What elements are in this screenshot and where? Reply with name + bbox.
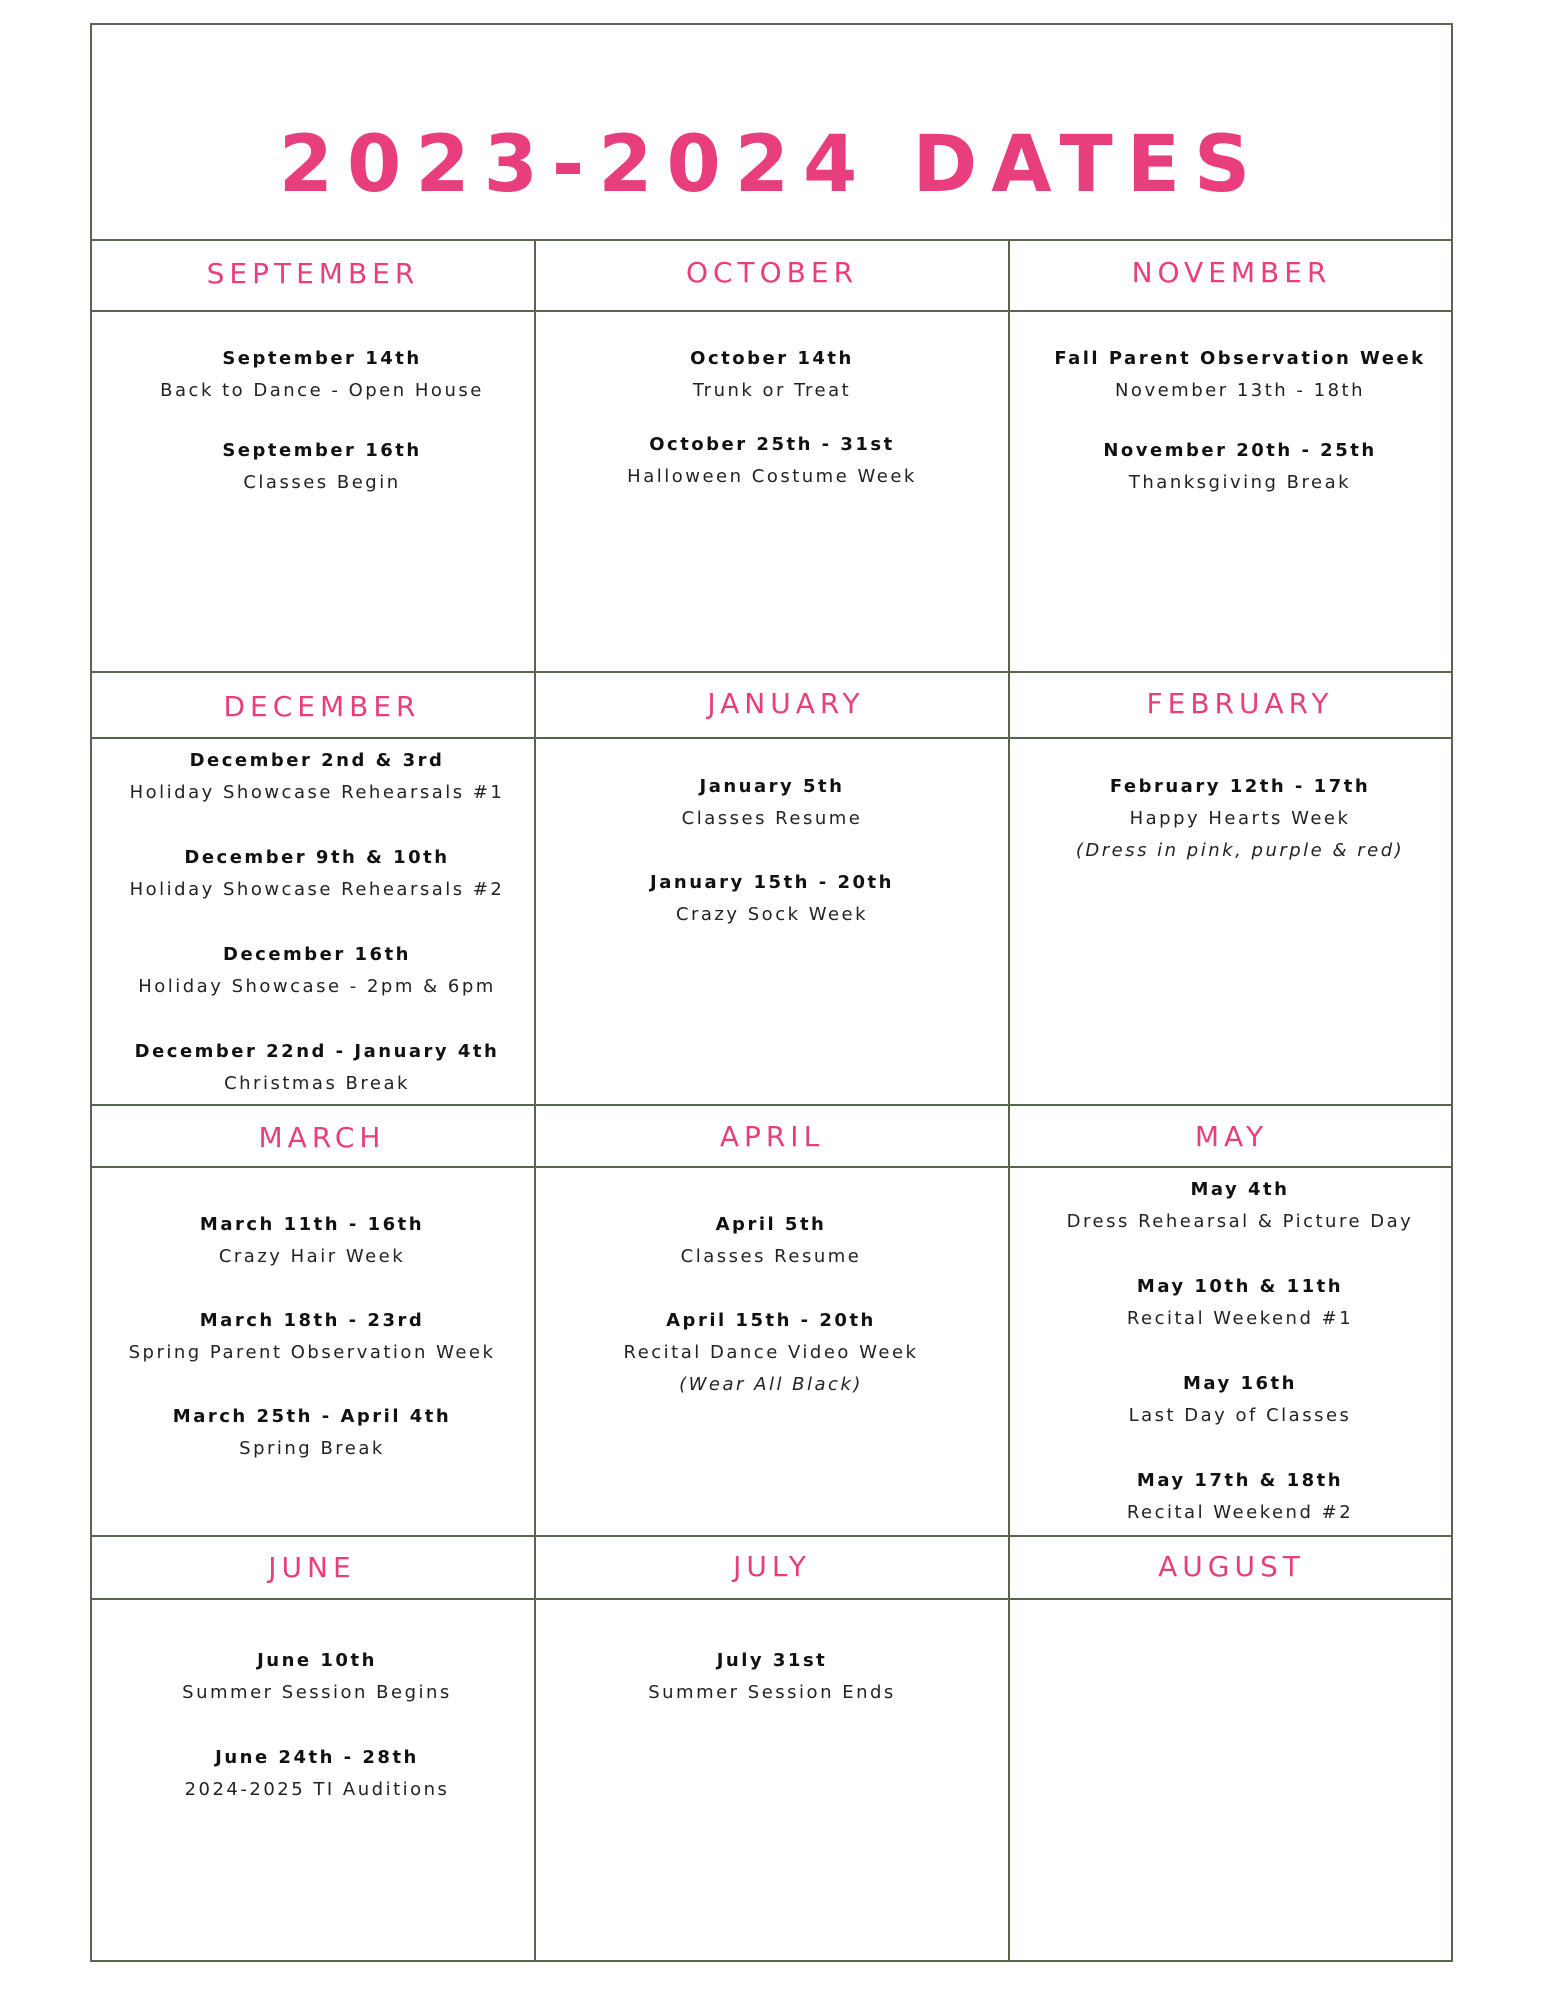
event-date: February 12th - 17th xyxy=(1109,776,1371,797)
event-desc: Holiday Showcase - 2pm & 6pm xyxy=(138,976,496,997)
divider xyxy=(92,671,1451,673)
month-header-june: JUNE xyxy=(268,1551,356,1584)
event-desc: Crazy Hair Week xyxy=(218,1246,406,1267)
event-item xyxy=(92,1742,542,1806)
event-date: May 4th xyxy=(1190,1179,1290,1200)
event-date: March 25th - April 4th xyxy=(172,1406,452,1427)
divider xyxy=(92,1598,1451,1600)
event-date: September 14th xyxy=(222,348,422,369)
event-date: June 10th xyxy=(257,1650,377,1671)
month-header-july: JULY xyxy=(733,1550,811,1583)
event-item xyxy=(1010,343,1470,407)
event-desc: Classes Resume xyxy=(681,808,863,829)
event-desc: Holiday Showcase Rehearsals #2 xyxy=(129,879,505,900)
event-desc: Spring Break xyxy=(239,1438,385,1459)
event-date: September 16th xyxy=(222,440,422,461)
divider xyxy=(92,1166,1451,1168)
month-header-march: MARCH xyxy=(258,1121,386,1154)
event-date: January 15th - 20th xyxy=(650,872,894,893)
month-events-june xyxy=(92,1645,542,1834)
event-item xyxy=(1010,435,1470,499)
event-date: January 5th xyxy=(699,776,845,797)
event-date: April 15th - 20th xyxy=(666,1310,876,1331)
event-date: October 14th xyxy=(690,348,854,369)
event-item xyxy=(92,435,552,499)
event-item xyxy=(1010,1271,1470,1335)
month-events-july xyxy=(536,1645,1008,1737)
event-desc: Happy Hearts Week xyxy=(1129,808,1351,829)
event-item xyxy=(92,1209,532,1273)
event-item xyxy=(92,745,542,809)
month-header-april: APRIL xyxy=(719,1120,825,1153)
month-header-december: DECEMBER xyxy=(223,690,421,723)
event-desc: 2024-2025 TI Auditions xyxy=(184,1779,450,1800)
event-date: December 16th xyxy=(223,944,411,965)
event-date: May 10th & 11th xyxy=(1136,1276,1344,1297)
month-header-may: MAY xyxy=(1194,1120,1269,1153)
month-events-october xyxy=(536,343,1008,521)
event-item xyxy=(536,771,1008,835)
event-item xyxy=(92,1305,532,1369)
month-events-march xyxy=(92,1209,532,1493)
event-desc: Summer Session Begins xyxy=(182,1682,452,1703)
event-desc: Trunk or Treat xyxy=(692,380,852,401)
event-item xyxy=(1010,771,1470,867)
event-desc: Dress Rehearsal & Picture Day xyxy=(1066,1211,1414,1232)
event-desc: November 13th - 18th xyxy=(1114,380,1366,401)
month-header-february: FEBRUARY xyxy=(1146,687,1334,720)
month-header-august: AUGUST xyxy=(1158,1550,1305,1583)
event-date: December 22nd - January 4th xyxy=(134,1041,500,1062)
event-desc: Christmas Break xyxy=(224,1073,410,1094)
event-desc: Recital Dance Video Week xyxy=(623,1342,919,1363)
event-date: June 24th - 28th xyxy=(215,1747,419,1768)
event-item xyxy=(1010,1465,1470,1529)
event-date: March 11th - 16th xyxy=(199,1214,425,1235)
event-desc: Last Day of Classes xyxy=(1128,1405,1352,1426)
event-desc: Halloween Costume Week xyxy=(627,466,917,487)
event-date: November 20th - 25th xyxy=(1103,440,1377,461)
month-events-november xyxy=(1010,343,1470,527)
event-date: July 31st xyxy=(716,1650,828,1671)
event-item xyxy=(92,343,552,407)
event-date: May 16th xyxy=(1183,1373,1297,1394)
divider xyxy=(92,737,1451,739)
event-desc: Back to Dance - Open House xyxy=(160,380,484,401)
event-item xyxy=(536,1209,1006,1273)
month-events-may xyxy=(1010,1174,1470,1557)
event-item xyxy=(536,1645,1008,1709)
event-desc: Summer Session Ends xyxy=(648,1682,896,1703)
month-header-september: SEPTEMBER xyxy=(206,257,420,290)
month-header-october: OCTOBER xyxy=(685,256,859,289)
event-desc: Thanksgiving Break xyxy=(1128,472,1352,493)
event-item xyxy=(536,429,1008,493)
event-item xyxy=(92,842,542,906)
event-date: October 25th - 31st xyxy=(649,434,895,455)
event-date: May 17th & 18th xyxy=(1136,1470,1344,1491)
event-item xyxy=(1010,1174,1470,1238)
event-date: March 18th - 23rd xyxy=(199,1310,425,1331)
event-note: (Dress in pink, purple & red) xyxy=(1075,840,1405,861)
month-events-february xyxy=(1010,771,1470,895)
event-item xyxy=(92,1036,542,1100)
event-date: April 5th xyxy=(715,1214,827,1235)
month-header-november: NOVEMBER xyxy=(1131,256,1332,289)
event-item xyxy=(1010,1368,1470,1432)
event-desc: Classes Begin xyxy=(243,472,401,493)
divider xyxy=(92,239,1451,241)
event-desc: Spring Parent Observation Week xyxy=(128,1342,496,1363)
month-events-january xyxy=(536,771,1008,959)
month-header-january: JANUARY xyxy=(707,687,865,720)
event-desc: Recital Weekend #1 xyxy=(1126,1308,1354,1329)
month-events-september xyxy=(92,343,552,527)
event-desc: Recital Weekend #2 xyxy=(1126,1502,1354,1523)
event-date: December 9th & 10th xyxy=(184,847,450,868)
event-desc: Crazy Sock Week xyxy=(675,904,869,925)
month-events-april xyxy=(536,1209,1006,1429)
event-date: December 2nd & 3rd xyxy=(189,750,445,771)
divider xyxy=(92,310,1451,312)
page-title: 2023-2024 DATES xyxy=(278,120,1265,210)
month-events-december xyxy=(92,745,542,1128)
event-desc: Holiday Showcase Rehearsals #1 xyxy=(129,782,505,803)
event-date: Fall Parent Observation Week xyxy=(1054,348,1426,369)
event-item xyxy=(536,343,1008,407)
event-item xyxy=(536,867,1008,931)
event-item xyxy=(92,939,542,1003)
event-item xyxy=(536,1305,1006,1401)
calendar-frame xyxy=(90,23,1453,1962)
event-item xyxy=(92,1401,532,1465)
event-desc: Classes Resume xyxy=(680,1246,862,1267)
event-item xyxy=(92,1645,542,1709)
event-note: (Wear All Black) xyxy=(679,1374,863,1395)
